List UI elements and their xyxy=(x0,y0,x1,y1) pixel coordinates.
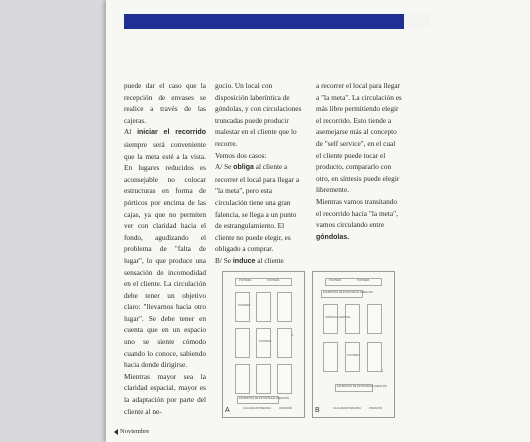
text-column-3 xyxy=(316,80,402,243)
bold-term: obliga xyxy=(233,164,254,172)
gondola xyxy=(256,292,271,322)
page-footer xyxy=(114,428,149,435)
gondola xyxy=(277,328,292,358)
triangle-marker-icon xyxy=(114,429,118,435)
gondola xyxy=(256,328,271,358)
exhibition-label: EXHIBICIÓN DE ESTRATEGIA ATENCIÓN xyxy=(239,397,289,400)
paragraph: A/ Se obliga al cliente a recorrer el local para llegar a "la meta", pero esta circulación tiene una gran falencia, se llega a un punto de estrangulamiento. El cliente no puede elegir, es obligado a comprar. xyxy=(215,162,300,254)
bold-term: góndolas. xyxy=(316,233,350,241)
exhibition-label: EXHIBICIÓN DE ESTRATEGIA ATENCIÓN xyxy=(337,385,387,388)
plan-b-letter: B xyxy=(315,407,320,414)
header-white-strip xyxy=(404,14,430,29)
floor-plan-b xyxy=(312,271,395,418)
puntera-label: PUNTERA xyxy=(239,279,252,282)
floor-plan-a xyxy=(222,271,305,418)
cash-register-label: CAJA REGISTRADORA xyxy=(333,407,361,410)
gondola xyxy=(235,364,250,394)
flow-arrow-icon: ↓ xyxy=(291,332,294,338)
paragraph: gocio. Un local con disposición laberíntica de góndolas, y con circulaciones truncadas puede producir malestar en el cliente que lo recorre. xyxy=(215,81,302,148)
gondola xyxy=(235,328,250,358)
gondola xyxy=(323,304,338,334)
gondola xyxy=(256,364,271,394)
paragraph: Al iniciar el recorrido siempre será conveniente que la meta esté a la vista. En lugares reducidos es aconsejable no colocar estructuras en forma de pórticos por encima de las cajas, ya que no permiten ver con claridad hacia el fondo, agudizando el problema de "falta de lugar", lo que produce una sensación de incomodidad en el cliente. La circulación debe tener un objetivo claro: "llevarnos hacia otro lugar". Se debe tener en cuenta que en un espacio uno se siente cómodo cuando lo conoce, sabiendo hacia donde dirigirse. xyxy=(124,127,206,370)
gondola xyxy=(367,304,382,334)
paragraph: Mientras mayor sea la claridad espacial, mayor es la adaptación por parte del cliente al ne- xyxy=(124,371,206,416)
puntera-label: PUNTERA xyxy=(329,279,342,282)
exhibition-label: EXHIBICIÓN DE ESTRATEGIA ATENCIÓN xyxy=(323,291,373,294)
puntera-label: PUNTERA xyxy=(238,304,251,307)
paragraph: Mientras vamos transitando el recorrido hacia "la meta", vamos circulando entre góndolas. xyxy=(316,196,398,241)
text-column-2 xyxy=(215,80,305,268)
bold-term: induce xyxy=(232,257,256,265)
gondola xyxy=(323,342,338,372)
attention-label: ATENCIÓN xyxy=(279,407,293,410)
gondola xyxy=(277,292,292,322)
cash-register-label: CAJA REGISTRADORA xyxy=(243,407,271,410)
attention-label: ATENCIÓN xyxy=(369,407,383,410)
puntera-label: PUNTERA xyxy=(347,354,360,357)
gondola-label: GÓNDOLA CENTRAL xyxy=(325,316,351,319)
gondola xyxy=(235,292,250,322)
flow-arrow-icon: ↓ xyxy=(381,368,384,374)
header-color-bar xyxy=(124,14,404,29)
paragraph: puede dar el caso que la recepción de envases se realice a través de las cajeras. xyxy=(124,81,206,125)
paragraph: B/ Se induce al cliente xyxy=(215,255,284,265)
paragraph: Vemos dos casos: xyxy=(215,150,267,160)
gondola xyxy=(345,304,360,334)
gondola xyxy=(345,342,360,372)
footer-label: Noviembre xyxy=(120,428,150,435)
puntera-label: PUNTERA xyxy=(259,340,272,343)
gondola xyxy=(277,364,292,394)
gondola xyxy=(367,342,382,372)
bold-term: iniciar el recorrido xyxy=(137,129,206,137)
paragraph: a recorrer el local para llegar a "la meta". La circulación es más libre permitiendo elegir el recorrido. Esto tiende a asemejarse más al concepto de "self service", en el cual el cliente puede tocar el producto, compararlo con otro, en síntesis puede elegir libremente. xyxy=(316,81,402,195)
plan-a-letter: A xyxy=(225,407,230,414)
text-column-1 xyxy=(124,80,206,417)
puntera-label: PUNTERA xyxy=(267,279,280,282)
floor-plan-figure xyxy=(214,268,404,419)
puntera-label: PUNTERA xyxy=(357,279,370,282)
